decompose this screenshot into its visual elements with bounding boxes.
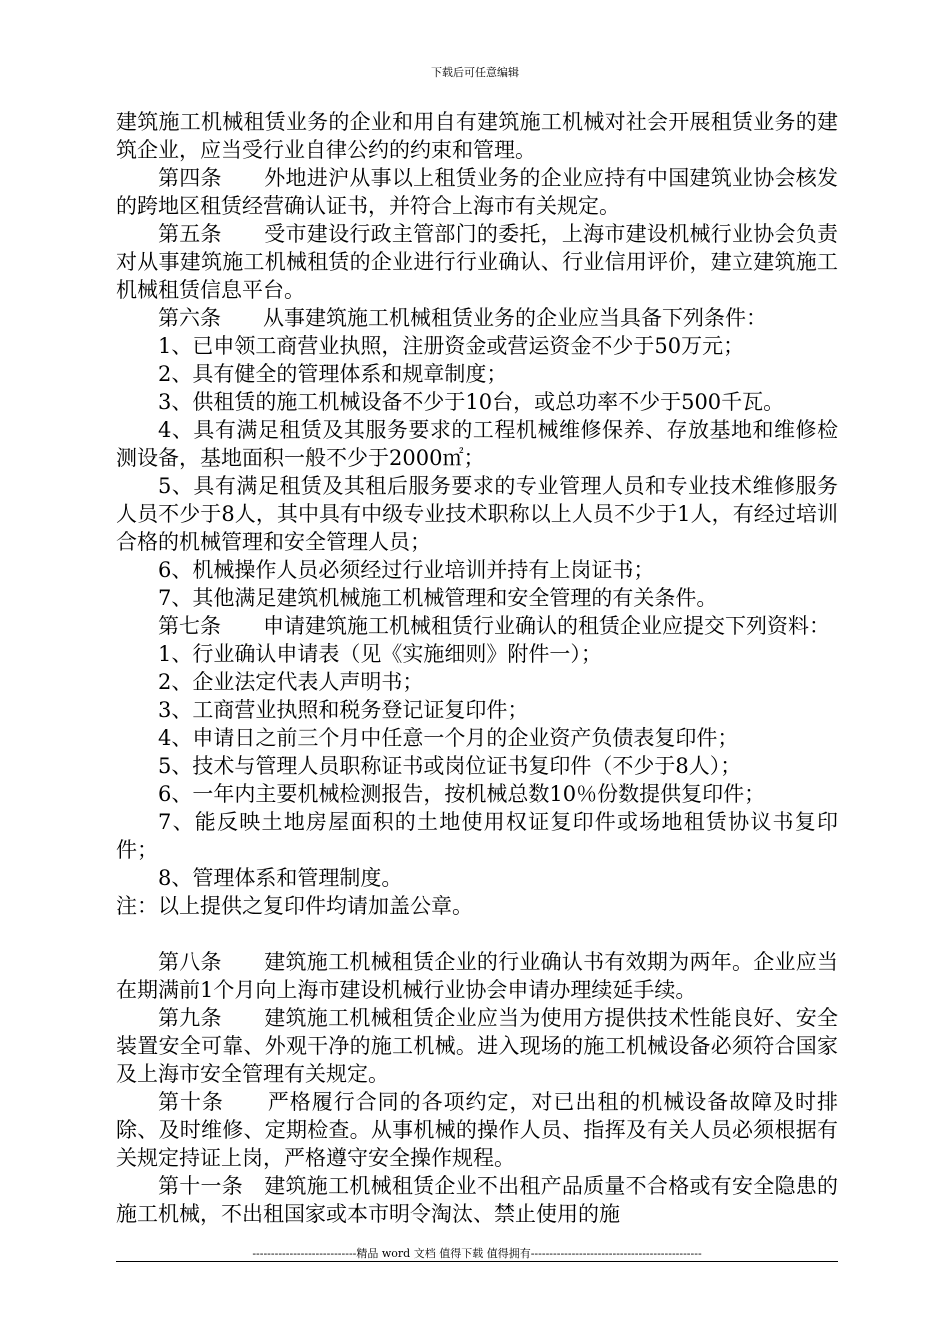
paragraph: 注：以上提供之复印件均请加盖公章。 [116,894,473,918]
paragraph: 4、申请日之前三个月中任意一个月的企业资产负债表复印件； [158,726,739,750]
paragraph: 第四条 外地进沪从事以上租赁业务的企业应持有中国建筑业协会核发的跨地区租赁经营确认证书，并符合上海市有关规定。 [116,166,838,218]
paragraph: 建筑施工机械租赁业务的企业和用自有建筑施工机械对社会开展租赁业务的建筑企业，应当受行业自律公约的约束和管理。 [116,110,838,162]
page-footer: ----------------------------精品 word 文档 值得下载 值得拥有---------------------------------------------- [252,1247,702,1260]
paragraph: 第十一条 建筑施工机械租赁企业不出租产品质量不合格或有安全隐患的施工机械，不出租国家或本市明令淘汰、禁止使用的施 [116,1174,838,1226]
document-body [116,108,838,1228]
paragraph: 5、技术与管理人员职称证书或岗位证书复印件（不少于8人）； [158,754,742,778]
paragraph: 1、已申领工商营业执照，注册资金或营运资金不少于50万元； [158,334,745,358]
paragraph: 第七条 申请建筑施工机械租赁行业确认的租赁企业应提交下列资料： [158,614,830,638]
paragraph: 3、供租赁的施工机械设备不少于10台，或总功率不少于500千瓦。 [158,390,785,414]
blank-line [116,920,838,948]
paragraph: 2、企业法定代表人声明书； [158,670,424,694]
paragraph: 7、能反映土地房屋面积的土地使用权证复印件或场地租赁协议书复印件； [116,810,838,862]
paragraph: 第九条 建筑施工机械租赁企业应当为使用方提供技术性能良好、安全装置安全可靠、外观干净的施工机械。进入现场的施工机械设备必须符合国家及上海市安全管理有关规定。 [116,1006,838,1086]
paragraph: 1、行业确认申请表（见《实施细则》附件一）； [158,642,602,666]
paragraph: 3、工商营业执照和税务登记证复印件； [158,698,529,722]
paragraph: 6、机械操作人员必须经过行业培训并持有上岗证书； [158,558,655,582]
page-header: 下载后可任意编辑 [431,66,519,79]
paragraph: 6、一年内主要机械检测报告，按机械总数10％份数提供复印件； [158,782,766,806]
paragraph: 5、具有满足租赁及其租后服务要求的专业管理人员和专业技术维修服务人员不少于8人，其中具有中级专业技术职称以上人员不少于1人，有经过培训合格的机械管理和安全管理人员； [116,474,838,554]
paragraph: 第六条 从事建筑施工机械租赁业务的企业应当具备下列条件： [158,306,767,330]
paragraph: 7、其他满足建筑机械施工机械管理和安全管理的有关条件。 [158,586,718,610]
paragraph: 第十条 严格履行合同的各项约定，对已出租的机械设备故障及时排除、及时维修、定期检查。从事机械的操作人员、指挥及有关人员必须根据有关规定持证上岗，严格遵守安全操作规程。 [116,1090,838,1170]
footer-divider [116,1261,838,1262]
paragraph: 8、管理体系和管理制度。 [158,866,403,890]
paragraph: 第五条 受市建设行政主管部门的委托，上海市建设机械行业协会负责对从事建筑施工机械租赁的企业进行行业确认、行业信用评价，建立建筑施工机械租赁信息平台。 [116,222,838,302]
paragraph: 4、具有满足租赁及其服务要求的工程机械维修保养、存放基地和维修检测设备，基地面积一般不少于2000㎡； [116,418,838,470]
paragraph: 2、具有健全的管理体系和规章制度； [158,362,508,386]
paragraph: 第八条 建筑施工机械租赁企业的行业确认书有效期为两年。企业应当在期满前1个月向上海市建设机械行业协会申请办理续延手续。 [116,950,838,1002]
